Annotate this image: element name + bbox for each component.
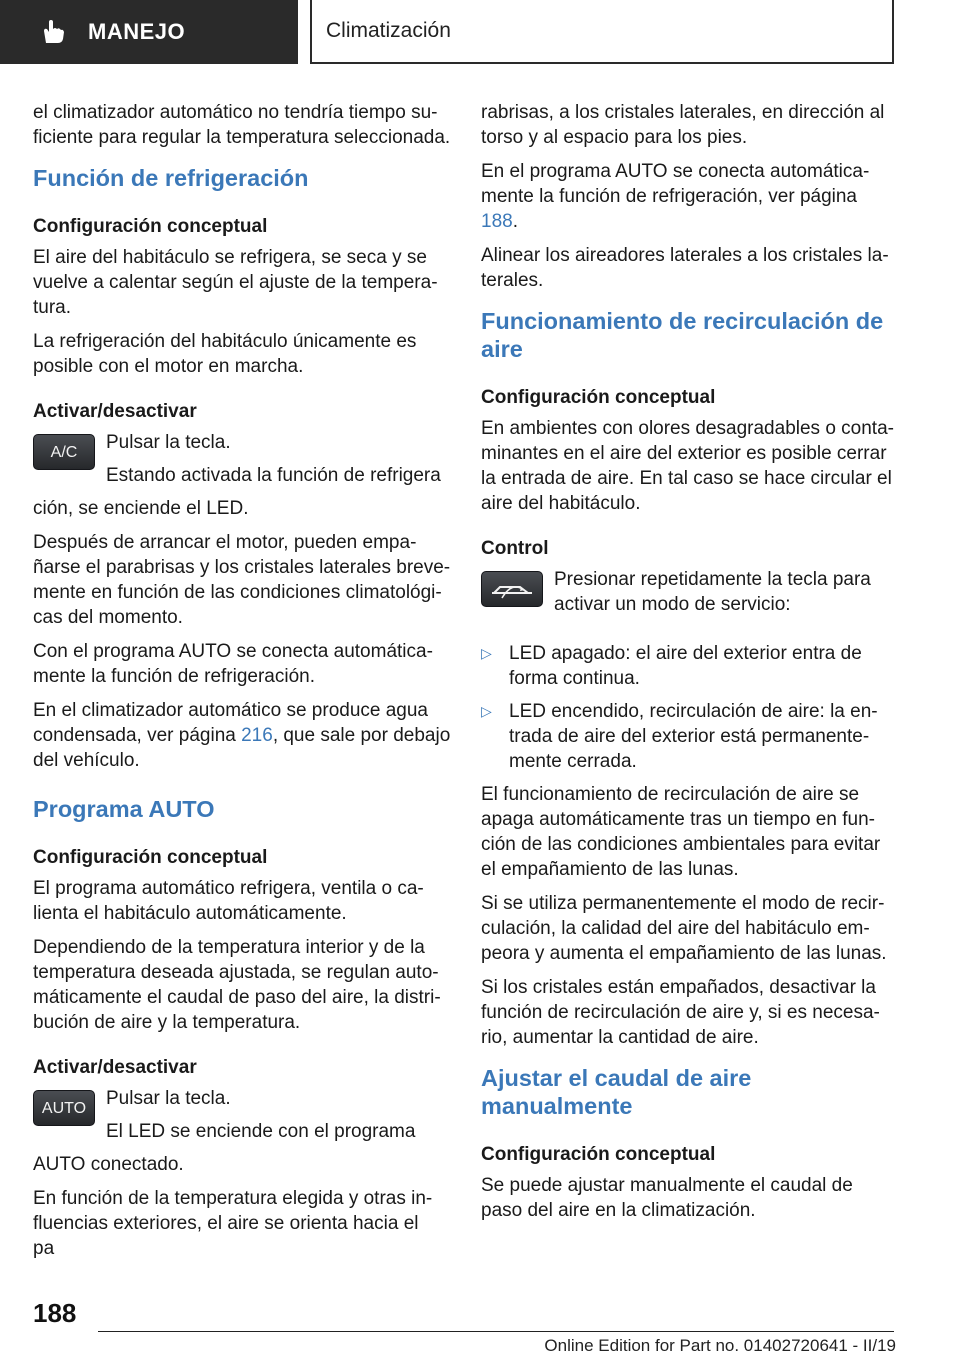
auto-button-icon xyxy=(33,1090,95,1126)
left-column xyxy=(33,100,451,1270)
paragraph: Se puede ajustar manualmente el caudal de paso del aire en la climatización. xyxy=(481,1175,853,1221)
paragraph: En ambientes con olores desagradables o contaminantes en el aire del exterior es posible cerrar la entrada de aire. En tal caso se hace circular el aire del habitáculo. xyxy=(481,418,894,514)
heading-cooling: Función de refrigeración xyxy=(33,165,309,191)
paragraph: el climatizador automático no tendría tiempo suficiente para regular la temperatura seleccionada. xyxy=(33,102,451,148)
steering-hand-icon xyxy=(40,19,66,45)
paragraph: rabrisas, a los cristales laterales, en dirección al torso y al espacio para los pies. xyxy=(481,102,885,148)
paragraph: Después de arrancar el motor, pueden empañarse el parabrisas y los cristales laterales brevemente en función de las condiciones climatológicas del momento. xyxy=(33,532,451,628)
subheading-concept: Configuración conceptual xyxy=(481,1144,716,1165)
chapter-title: Climatización xyxy=(326,19,451,42)
list-item-text: LED encendido, recirculación de aire: la entrada de aire del exterior está permanentemente cerrada. xyxy=(509,701,878,772)
subheading-concept: Configuración conceptual xyxy=(33,216,268,237)
heading-recirculation: Funcionamiento de recirculación de aire xyxy=(481,308,884,362)
chapter-header xyxy=(310,0,894,64)
paragraph: Si los cristales están empañados, desactivar la función de recirculación de aire y, si es necesario, aumentar la cantidad de aire. xyxy=(481,977,880,1048)
edition-note: Online Edition for Part no. 01402720641 - II/19 xyxy=(544,1336,896,1355)
paragraph: AUTO conectado. xyxy=(33,1154,184,1175)
heading-airflow: Ajustar el caudal de aire manualmente xyxy=(481,1065,752,1119)
paragraph: El aire del habitáculo se refrigera, se seca y se vuelve a calentar según el ajuste de la temperatura. xyxy=(33,247,438,318)
mode-list xyxy=(481,641,899,774)
footer-divider xyxy=(98,1331,894,1332)
paragraph: Dependiendo de la temperatura interior y de la temperatura deseada ajustada, se regulan automáticamente el caudal de paso del aire, la distribución de aire y la temperatura. xyxy=(33,937,441,1033)
subheading-activate: Activar/desactivar xyxy=(33,1057,197,1078)
subheading-control: Control xyxy=(481,538,549,559)
paragraph: Presionar repetidamente la tecla para activar un modo de servicio: xyxy=(554,569,871,615)
paragraph: En función de la temperatura elegida y otras influencias exteriores, el aire se orienta hacia el pa xyxy=(33,1188,433,1259)
subheading-concept: Configuración conceptual xyxy=(33,847,268,868)
page-link[interactable]: 188 xyxy=(481,211,513,232)
text: En el programa AUTO se conecta automáticamente la función de refrigeración, ver página xyxy=(481,161,870,207)
section-tab xyxy=(0,0,298,64)
section-label: MANEJO xyxy=(88,19,186,44)
paragraph: Pulsar la tecla. xyxy=(106,1088,231,1109)
paragraph xyxy=(481,159,899,234)
paragraph: Pulsar la tecla. xyxy=(106,432,231,453)
ac-button-label: A/C xyxy=(50,443,78,461)
text: , que sale por debajo del vehículo. xyxy=(33,725,451,771)
paragraph: ción, se enciende el LED. xyxy=(33,498,249,519)
subheading-activate: Activar/desactivar xyxy=(33,401,197,422)
auto-button-label: AUTO xyxy=(41,1099,87,1117)
paragraph: El LED se enciende con el programa xyxy=(106,1121,416,1142)
text: . xyxy=(512,211,518,232)
list-item-text: LED apagado: el aire del exterior entra de forma continua. xyxy=(509,643,862,689)
paragraph: La refrigeración del habitáculo únicamente es posible con el motor en marcha. xyxy=(33,331,417,377)
recirculation-button-icon xyxy=(481,571,543,607)
car-recirculation-icon xyxy=(490,578,534,600)
page-number: 188 xyxy=(33,1298,77,1328)
recirc-button-row xyxy=(481,567,899,639)
triangle-bullet-icon: ▷ xyxy=(481,703,492,719)
list-item xyxy=(481,699,899,774)
ac-button-row xyxy=(33,430,451,496)
page-link[interactable]: 216 xyxy=(241,725,273,746)
ac-button-icon xyxy=(33,434,95,470)
heading-auto-program: Programa AUTO xyxy=(33,796,215,822)
paragraph: El programa automático refrigera, ventila o calienta el habitáculo automáticamente. xyxy=(33,878,424,924)
triangle-bullet-icon: ▷ xyxy=(481,645,492,661)
list-item xyxy=(481,641,899,691)
paragraph: Alinear los aireadores laterales a los cristales laterales. xyxy=(481,245,889,291)
right-column xyxy=(481,100,899,1232)
paragraph: El funcionamiento de recirculación de aire se apaga automáticamente tras un tiempo en función de las condiciones ambientales para evitar el empañamiento de las lunas. xyxy=(481,784,881,880)
text: En el climatizador automático se produce agua condensada, ver página xyxy=(33,700,429,746)
auto-button-row xyxy=(33,1086,451,1152)
paragraph xyxy=(33,698,451,773)
paragraph: Con el programa AUTO se conecta automáticamente la función de refrigeración. xyxy=(33,641,433,687)
subheading-concept: Configuración conceptual xyxy=(481,387,716,408)
paragraph: Si se utiliza permanentemente el modo de recirculación, la calidad del aire del habitáculo empeora y aumenta el empañamiento de las lunas. xyxy=(481,893,887,964)
paragraph: Estando activada la función de refrigera xyxy=(106,465,441,486)
